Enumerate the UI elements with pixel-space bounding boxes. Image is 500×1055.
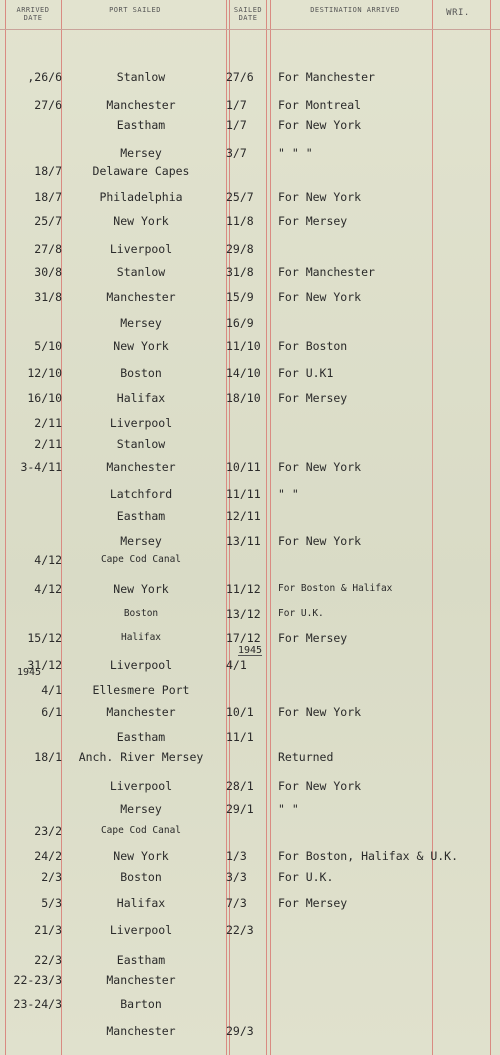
arrived-date: 18/7: [34, 164, 62, 178]
port-name: Barton: [120, 997, 162, 1011]
port-name: Manchester: [106, 98, 176, 112]
ledger-row: [0, 777, 500, 795]
destination: Returned: [278, 750, 334, 764]
port-name: Liverpool: [109, 923, 173, 937]
ledger-row: [0, 995, 500, 1013]
port-name: Ellesmere Port: [92, 683, 190, 697]
ledger-row: [0, 894, 500, 912]
destination: For Boston: [278, 339, 348, 353]
port-name: Liverpool: [109, 242, 173, 256]
ledger-row: [0, 971, 500, 989]
ledger-row: [0, 116, 500, 134]
port-name: Manchester: [106, 290, 176, 304]
ledger-row: [0, 728, 500, 746]
arrived-date: 3-4/11: [20, 460, 62, 474]
ledger-row: [0, 162, 500, 180]
port-name: Eastham: [116, 730, 166, 744]
arrived-date: 22-23/3: [13, 973, 62, 987]
sailed-date: 18/10: [226, 391, 261, 405]
port-name: Mersey: [120, 316, 162, 330]
destination: " ": [278, 487, 299, 501]
destination: For Mersey: [278, 391, 348, 405]
ledger-row: [0, 414, 500, 432]
arrived-date: 5/10: [34, 339, 62, 353]
destination: For U.K1: [278, 366, 334, 380]
destination: For Manchester: [278, 70, 375, 84]
ledger-row: [0, 800, 500, 818]
port-name: Halifax: [120, 632, 162, 643]
sailed-date: 11/8: [226, 214, 254, 228]
port-name: Manchester: [106, 705, 176, 719]
destination: For New York: [278, 460, 362, 474]
port-name: Mersey: [120, 146, 162, 160]
ledger-row: [0, 337, 500, 355]
arrived-date: 2/3: [41, 870, 62, 884]
header-arrived-label: ARRIVED DATE: [16, 6, 50, 22]
sailed-date: 28/1: [226, 779, 254, 793]
ledger-row: [0, 212, 500, 230]
arrived-date: 4/12: [34, 582, 62, 596]
port-name: New York: [113, 849, 169, 863]
arrived-date: 4/1: [41, 683, 62, 697]
destination: For New York: [278, 118, 362, 132]
sailed-date: 27/6: [226, 70, 254, 84]
header-wri: [438, 9, 478, 17]
sailed-date: 3/7: [226, 146, 247, 160]
arrived-date: 22/3: [34, 953, 62, 967]
destination: For Mersey: [278, 896, 348, 910]
destination: For Manchester: [278, 265, 375, 279]
sailed-date: 29/3: [226, 1024, 254, 1038]
arrived-date: 15/12: [27, 631, 62, 645]
sailed-date: 17/12: [226, 631, 261, 645]
port-name: Cape Cod Canal: [100, 825, 182, 836]
destination: " " ": [278, 146, 313, 160]
arrived-date: 30/8: [34, 265, 62, 279]
port-name: Halifax: [116, 896, 166, 910]
destination: For New York: [278, 190, 362, 204]
sailed-date: 13/11: [226, 534, 261, 548]
port-name: Stanlow: [116, 70, 166, 84]
sailed-date: 11/1: [226, 730, 254, 744]
port-name: Liverpool: [109, 416, 173, 430]
arrived-year-mark: [17, 668, 41, 677]
arrived-date: 21/3: [34, 923, 62, 937]
port-name: Eastham: [116, 953, 166, 967]
port-name: Eastham: [116, 118, 166, 132]
arrived-date: ,26/6: [27, 70, 62, 84]
arrived-date: 25/7: [34, 214, 62, 228]
arrived-date: 27/8: [34, 242, 62, 256]
port-name: Boston: [120, 870, 162, 884]
ledger-row: [0, 847, 500, 865]
arrived-date: 2/11: [34, 416, 62, 430]
ledger-row: [0, 507, 500, 525]
sailed-date: 13/12: [226, 607, 261, 621]
ledger-row: [0, 144, 500, 162]
ledger-row: [0, 703, 500, 721]
ledger-row: [0, 532, 500, 550]
port-name: Stanlow: [116, 265, 166, 279]
sailed-date: 1/7: [226, 98, 247, 112]
port-name: Eastham: [116, 509, 166, 523]
port-name: Halifax: [116, 391, 166, 405]
port-name: Boston: [120, 366, 162, 380]
port-name: New York: [113, 214, 169, 228]
port-name: Manchester: [106, 973, 176, 987]
port-name: New York: [113, 339, 169, 353]
port-name: Mersey: [120, 802, 162, 816]
sailed-date: 3/3: [226, 870, 247, 884]
ledger-row: [0, 656, 500, 674]
sailed-date: 12/11: [226, 509, 261, 523]
sailed-date: 29/8: [226, 242, 254, 256]
arrived-date: 24/2: [34, 849, 62, 863]
arrived-date: 18/1: [34, 750, 62, 764]
sailed-date: 1/7: [226, 118, 247, 132]
destination: For New York: [278, 290, 362, 304]
sailed-date: 11/12: [226, 582, 261, 596]
ledger-row: [0, 389, 500, 407]
arrived-date: 5/3: [41, 896, 62, 910]
ledger-row: [0, 188, 500, 206]
ledger-row: [0, 748, 500, 766]
destination: For Mersey: [278, 214, 348, 228]
destination: For Boston, Halifax & U.K.: [278, 849, 459, 863]
ledger-row: [0, 288, 500, 306]
sailed-date: 14/10: [226, 366, 261, 380]
ledger-row: [0, 435, 500, 453]
port-name: Liverpool: [109, 779, 173, 793]
header-sailed: [228, 6, 268, 22]
arrived-date: 31/8: [34, 290, 62, 304]
sailed-date: 31/8: [226, 265, 254, 279]
arrived-date: 16/10: [27, 391, 62, 405]
sailed-year-text: 1945: [238, 645, 263, 656]
ledger-row: [0, 681, 500, 699]
ledger-row: [0, 951, 500, 969]
ledger-row: [0, 485, 500, 503]
port-name: Mersey: [120, 534, 162, 548]
destination: " ": [278, 802, 299, 816]
arrived-date: 12/10: [27, 366, 62, 380]
arrived-date: 2/11: [34, 437, 62, 451]
destination: For U.K.: [278, 870, 334, 884]
header-port-label: PORT SAILED: [109, 6, 161, 14]
ledger-row: [0, 1022, 500, 1040]
destination: For Boston & Halifax: [278, 583, 393, 594]
header-destination-label: DESTINATION ARRIVED: [310, 6, 400, 14]
arrived-date: 18/7: [34, 190, 62, 204]
ledger-row: [0, 822, 500, 840]
ledger-row: [0, 868, 500, 886]
sailed-year-mark: [238, 646, 262, 656]
ledger-row: [0, 314, 500, 332]
ledger-row: [0, 458, 500, 476]
port-name: Manchester: [106, 1024, 176, 1038]
ledger-row: [0, 551, 500, 569]
arrived-date: 27/6: [34, 98, 62, 112]
arrived-date: 31/12: [27, 658, 62, 672]
ledger-row: [0, 605, 500, 623]
sailed-date: 15/9: [226, 290, 254, 304]
ledger-row: [0, 263, 500, 281]
ledger-row: [0, 580, 500, 598]
destination: For U.K.: [278, 608, 324, 619]
destination: For New York: [278, 779, 362, 793]
arrived-date: 6/1: [41, 705, 62, 719]
ledger-row: [0, 364, 500, 382]
ledger-row: [0, 240, 500, 258]
destination: For Mersey: [278, 631, 348, 645]
header-arrived: [8, 6, 58, 22]
port-name: New York: [113, 582, 169, 596]
header-port: [95, 6, 175, 14]
sailed-date: 10/11: [226, 460, 261, 474]
sailed-date: 16/9: [226, 316, 254, 330]
sailed-date: 29/1: [226, 802, 254, 816]
sailed-date: 1/3: [226, 849, 247, 863]
sailed-date: 10/1: [226, 705, 254, 719]
sailed-date: 7/3: [226, 896, 247, 910]
port-name: Liverpool: [109, 658, 173, 672]
header-wri-label: WRI.: [446, 8, 470, 18]
header-sailed-label: SAILED DATE: [233, 6, 263, 22]
arrived-date: 4/12: [34, 553, 62, 567]
sailed-date: 25/7: [226, 190, 254, 204]
ledger-row: [0, 921, 500, 939]
ledger-header: [0, 0, 500, 30]
header-destination: [310, 6, 400, 14]
arrived-date: 23/2: [34, 824, 62, 838]
destination: For New York: [278, 705, 362, 719]
port-name: Anch. River Mersey: [78, 750, 204, 764]
arrived-date: 23-24/3: [13, 997, 62, 1011]
sailed-date: 4/1: [226, 658, 247, 672]
port-name: Latchford: [109, 487, 173, 501]
ledger-row: [0, 96, 500, 114]
sailed-date: 11/11: [226, 487, 261, 501]
arrived-year-text: 1945: [17, 667, 42, 678]
destination: For Montreal: [278, 98, 362, 112]
header-rule: [0, 29, 500, 30]
port-name: Delaware Capes: [92, 164, 190, 178]
port-name: Philadelphia: [99, 190, 183, 204]
port-name: Stanlow: [116, 437, 166, 451]
port-name: Cape Cod Canal: [100, 554, 182, 565]
port-name: Boston: [123, 608, 159, 619]
destination: For New York: [278, 534, 362, 548]
sailed-date: 11/10: [226, 339, 261, 353]
port-name: Manchester: [106, 460, 176, 474]
sailed-date: 22/3: [226, 923, 254, 937]
ledger-row: [0, 68, 500, 86]
